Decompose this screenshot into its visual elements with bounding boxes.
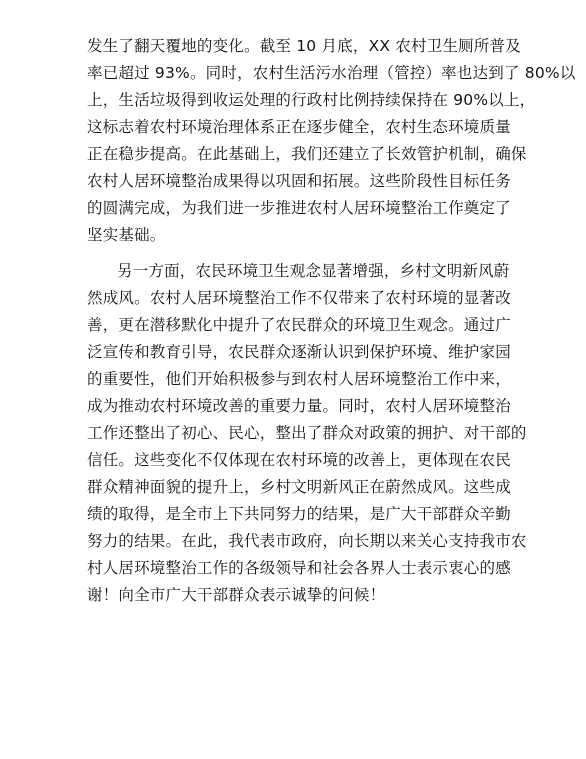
paragraph-2-line-12: 村人居环境整治工作的各级领导和社会各界人士表示衷心的感 bbox=[87, 559, 511, 577]
paragraph-2-line-6: 成为推动农村环境改善的重要力量。同时，农村人居环境整治 bbox=[87, 397, 511, 415]
paragraph-1-line-8: 坚实基础。 bbox=[87, 226, 166, 244]
paragraph-1-line-7: 的圆满完成，为我们进一步推进农村人居环境整治工作奠定了 bbox=[87, 199, 511, 217]
paragraph-2-line-10: 绩的取得，是全市上下共同努力的结果，是广大干部群众辛勤 bbox=[87, 505, 511, 523]
paragraph-2-line-9: 群众精神面貌的提升上，乡村文明新风正在蔚然成风。这些成 bbox=[87, 478, 511, 496]
paragraph-2-line-11: 努力的结果。在此，我代表市政府，向长期以来关心支持我市农 bbox=[87, 532, 527, 550]
paragraph-2-line-5: 的重要性，他们开始积极参与到农村人居环境整治工作中来， bbox=[87, 370, 511, 388]
paragraph-1-line-3: 上，生活垃圾得到收运处理的行政村比例持续保持在 90%以上， bbox=[87, 91, 536, 109]
paragraph-1-line-4: 这标志着农村环境治理体系正在逐步健全，农村生态环境质量 bbox=[87, 118, 511, 136]
paragraph-2-line-7: 工作还整出了初心、民心，整出了群众对政策的拥护、对干部的 bbox=[87, 424, 527, 442]
paragraph-2-line-2: 然成风。农村人居环境整治工作不仅带来了农村环境的显著改 bbox=[87, 289, 511, 307]
paragraph-2-line-1: 另一方面，农民环境卫生观念显著增强，乡村文明新风蔚 bbox=[117, 262, 510, 280]
paragraph-1-line-2: 率已超过 93%。同时，农村生活污水治理（管控）率也达到了 80%以 bbox=[87, 64, 576, 82]
paragraph-2-line-3: 善，更在潜移默化中提升了农民群众的环境卫生观念。通过广 bbox=[87, 316, 511, 334]
paragraph-1-line-1: 发生了翻天覆地的变化。截至 10 月底，XX 农村卫生厕所普及 bbox=[87, 37, 521, 55]
paragraph-1-line-5: 正在稳步提高。在此基础上，我们还建立了长效管护机制，确保 bbox=[87, 145, 527, 163]
paragraph-2-line-13: 谢！向全市广大干部群众表示诚挚的问候！ bbox=[87, 586, 386, 604]
paragraph-2-line-4: 泛宣传和教育引导，农民群众逐渐认识到保护环境、维护家园 bbox=[87, 343, 511, 361]
paragraph-1-line-6: 农村人居环境整治成果得以巩固和拓展。这些阶段性目标任务 bbox=[87, 172, 511, 190]
paragraph-2-line-8: 信任。这些变化不仅体现在农村环境的改善上，更体现在农民 bbox=[87, 451, 511, 469]
